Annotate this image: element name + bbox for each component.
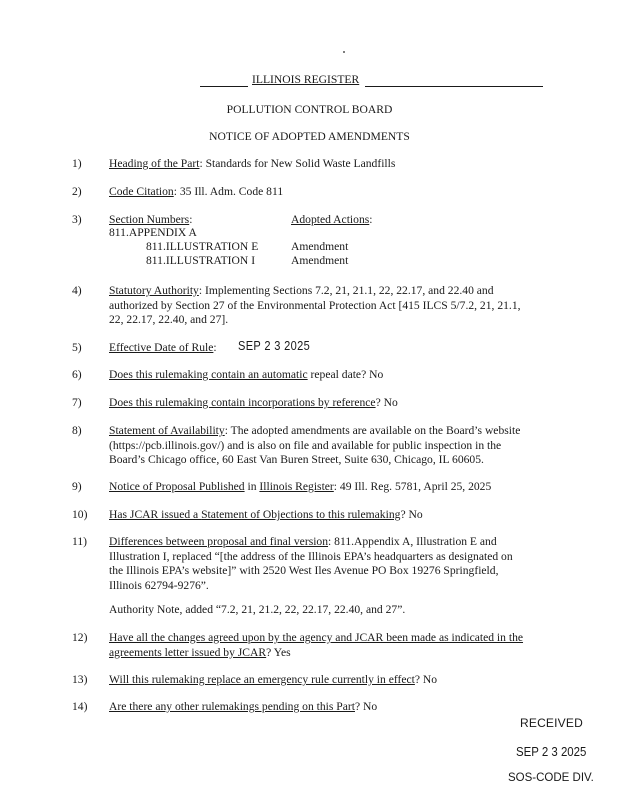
item-number: 2): [72, 185, 82, 198]
notice-title: NOTICE OF ADOPTED AMENDMENTS: [209, 130, 410, 143]
item-label: Notice of Proposal Published: [109, 480, 245, 493]
item-label: Statement of Availability: [109, 424, 225, 437]
appendix-label: 811.APPENDIX A: [109, 226, 197, 239]
item-label: Statutory Authority: [109, 284, 199, 297]
actions-heading: Adopted Actions:: [291, 213, 373, 226]
header-title: ILLINOIS REGISTER: [252, 73, 360, 86]
item-label: Will this rulemaking replace an emergency rule currently in effect: [109, 673, 415, 686]
item-number: 14): [72, 700, 88, 713]
item-label: Heading of the Part: [109, 157, 200, 170]
item-number: 5): [72, 341, 82, 354]
item-text: : Standards for New Solid Waste Landfills: [199, 157, 396, 170]
scan-speck: [343, 51, 345, 53]
item-number: 10): [72, 508, 88, 521]
section-action: Amendment: [291, 254, 349, 267]
item-label: Have all the changes agreed upon by the agency and JCAR been made as indicated in the: [109, 631, 524, 644]
item-text: : 35 Ill. Adm. Code 811: [173, 185, 284, 198]
item-label: Statement of Objections to this rulemaking: [201, 508, 401, 521]
item-number: 12): [72, 631, 88, 644]
header-rule-left: [200, 86, 248, 87]
item-number: 8): [72, 424, 82, 437]
item-number: 1): [72, 157, 82, 170]
item-number: 7): [72, 396, 82, 409]
item-number: 4): [72, 284, 82, 297]
board-title: POLLUTION CONTROL BOARD: [226, 103, 393, 116]
item-label: Code Citation: [109, 185, 174, 198]
item-number: 13): [72, 673, 88, 686]
received-date: SEP 2 3 2025: [516, 744, 587, 759]
item-label: Does this rulemaking contain incorporations by reference: [109, 396, 376, 409]
item-label: Section Numbers: [109, 213, 190, 226]
item-number: 9): [72, 480, 82, 493]
item-number: 11): [72, 535, 88, 548]
item-number: 3): [72, 213, 82, 226]
item-number: 6): [72, 368, 82, 381]
item-label: Effective Date of Rule: [109, 341, 214, 354]
section-row: 811.ILLUSTRATION E: [146, 240, 259, 253]
item-label: Are there any other rulemakings pending on this Part: [109, 700, 355, 713]
effective-date-stamp: SEP 2 3 2025: [238, 338, 311, 353]
item-label: Differences between proposal and final version: [109, 535, 329, 548]
item-label: Does this rulemaking contain an automatic: [109, 368, 308, 381]
section-row: 811.ILLUSTRATION I: [146, 254, 256, 267]
register-header: [200, 73, 543, 87]
authority-note: Authority Note, added “7.2, 21, 21.2, 22, 22.17, 22.40, and 27”.: [109, 603, 406, 616]
received-office: SOS-CODE DIV.: [508, 772, 594, 784]
item-label: Illinois Register: [259, 480, 334, 493]
header-rule-right: [365, 86, 543, 87]
section-action: Amendment: [291, 240, 349, 253]
received-label: RECEIVED: [520, 716, 583, 730]
